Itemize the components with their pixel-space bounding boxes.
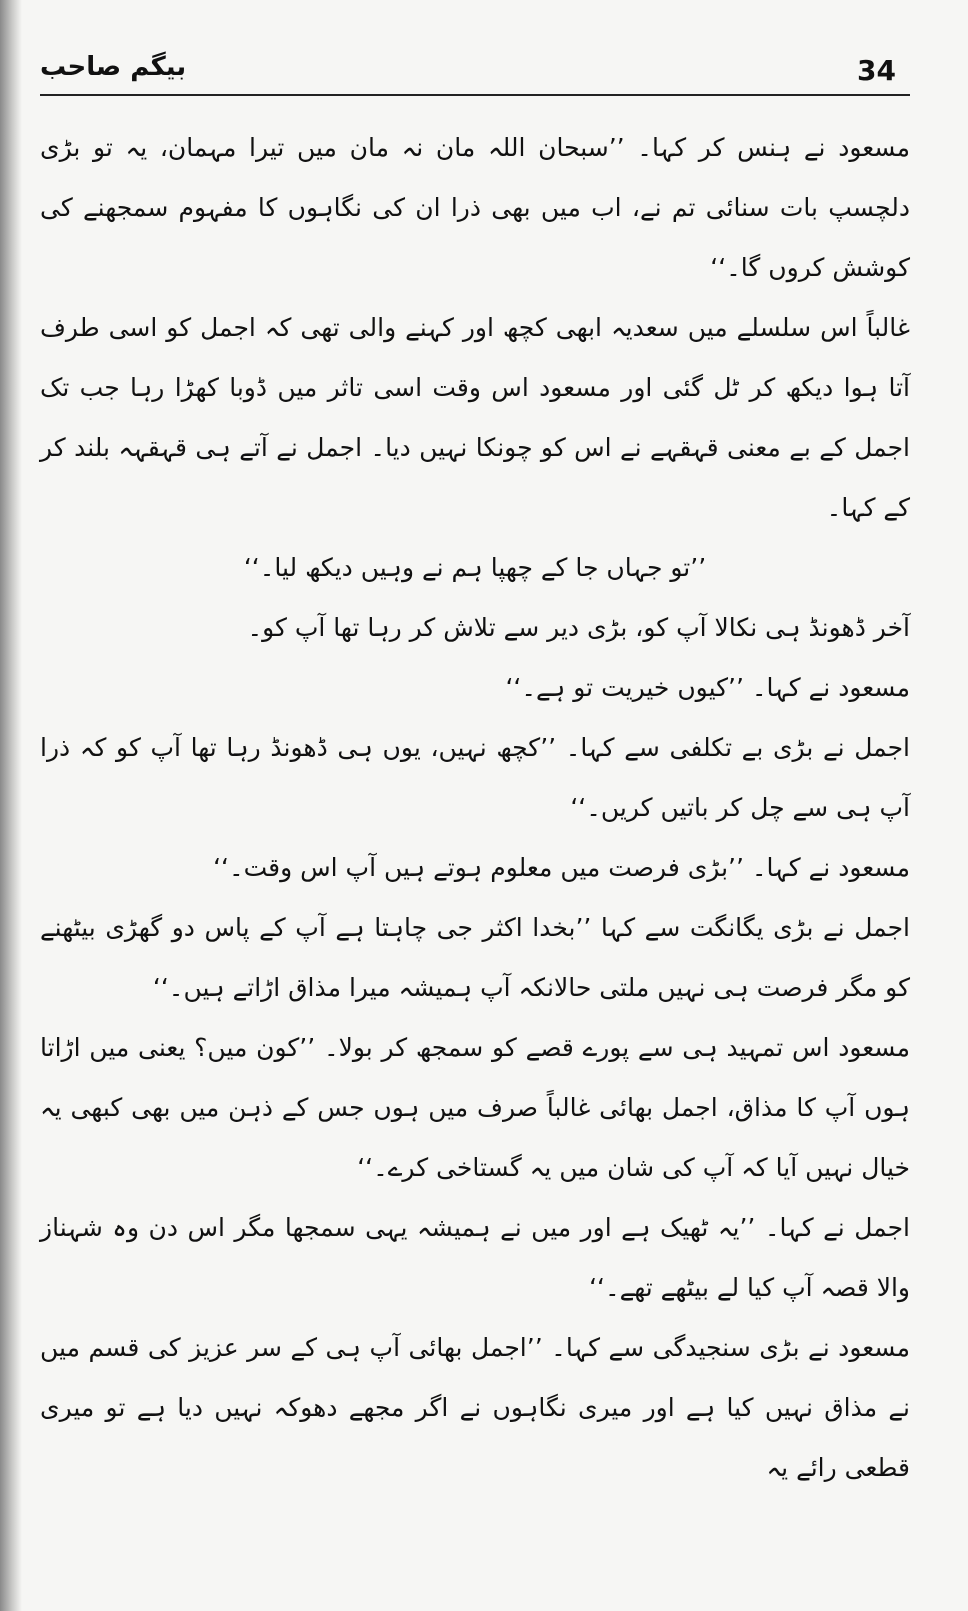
paragraph: مسعود اس تمہید ہی سے پورے قصے کو سمجھ کر بولا۔ ’’کون میں؟ یعنی میں اڑاتا ہوں آپ کا مذاق، اجمل بھائی غالباً صرف میں ہوں جس کے ذہن میں بھی کبھی یہ خیال نہیں آیا کہ آپ کی شان میں یہ گستاخی کرے۔‘‘	[40, 1033, 910, 1182]
paragraph: اجمل نے بڑی یگانگت سے کہا ’’بخدا اکثر جی چاہتا ہے آپ کے پاس دو گھڑی بیٹھنے کو مگر فرصت ہی نہیں ملتی حالانکہ آپ ہمیشہ میرا مذاق اڑاتے ہیں۔‘‘	[40, 913, 910, 1002]
book-title: بیگم صاحب	[40, 52, 187, 82]
paragraph: مسعود نے کہا۔ ’’بڑی فرصت میں معلوم ہوتے ہیں آپ اس وقت۔‘‘	[213, 853, 910, 882]
paragraph-verse: ’’تو جہاں جا کے چھپا ہم نے وہیں دیکھ لیا۔‘‘	[243, 553, 707, 582]
paragraph: مسعود نے کہا۔ ’’کیوں خیریت تو ہے۔‘‘	[505, 673, 910, 702]
paragraph: آخر ڈھونڈ ہی نکالا آپ کو، بڑی دیر سے تلاش کر رہا تھا آپ کو۔	[247, 613, 910, 642]
page-header	[40, 48, 910, 96]
page-body	[40, 118, 910, 1498]
paragraph: مسعود نے ہنس کر کہا۔ ’’سبحان اللہ مان نہ مان میں تیرا مہمان، یہ تو بڑی دلچسپ بات سنائی تم نے، اب میں بھی ذرا ان کی نگاہوں کا مفہوم سمجھنے کی کوشش کروں گا۔‘‘	[40, 133, 910, 282]
paragraph: اجمل نے کہا۔ ’’یہ ٹھیک ہے اور میں نے ہمیشہ یہی سمجھا مگر اس دن وہ شہناز والا قصہ آپ کیا لے بیٹھے تھے۔‘‘	[40, 1213, 910, 1302]
paragraph: اجمل نے بڑی بے تکلفی سے کہا۔ ’’کچھ نہیں، یوں ہی ڈھونڈ رہا تھا آپ کو کہ ذرا آپ ہی سے چل کر باتیں کریں۔‘‘	[40, 733, 910, 822]
paragraph: غالباً اس سلسلے میں سعدیہ ابھی کچھ اور کہنے والی تھی کہ اجمل کو اسی طرف آتا ہوا دیکھ کر ٹل گئی اور مسعود اس وقت اسی تاثر میں ڈوبا کھڑا رہا جب تک اجمل کے بے معنی قہقہے نے اس کو چونکا نہیں دیا۔ اجمل نے آتے ہی قہقہہ بلند کر کے کہا۔	[40, 313, 910, 522]
page-number: 34	[857, 54, 896, 87]
page-edge-shadow	[0, 0, 22, 1611]
paragraph: مسعود نے بڑی سنجیدگی سے کہا۔ ’’اجمل بھائی آپ ہی کے سر عزیز کی قسم میں نے مذاق نہیں کیا ہے اور میری نگاہوں نے اگر مجھے دھوکہ نہیں دیا ہے تو میری قطعی رائے یہ	[40, 1333, 910, 1482]
